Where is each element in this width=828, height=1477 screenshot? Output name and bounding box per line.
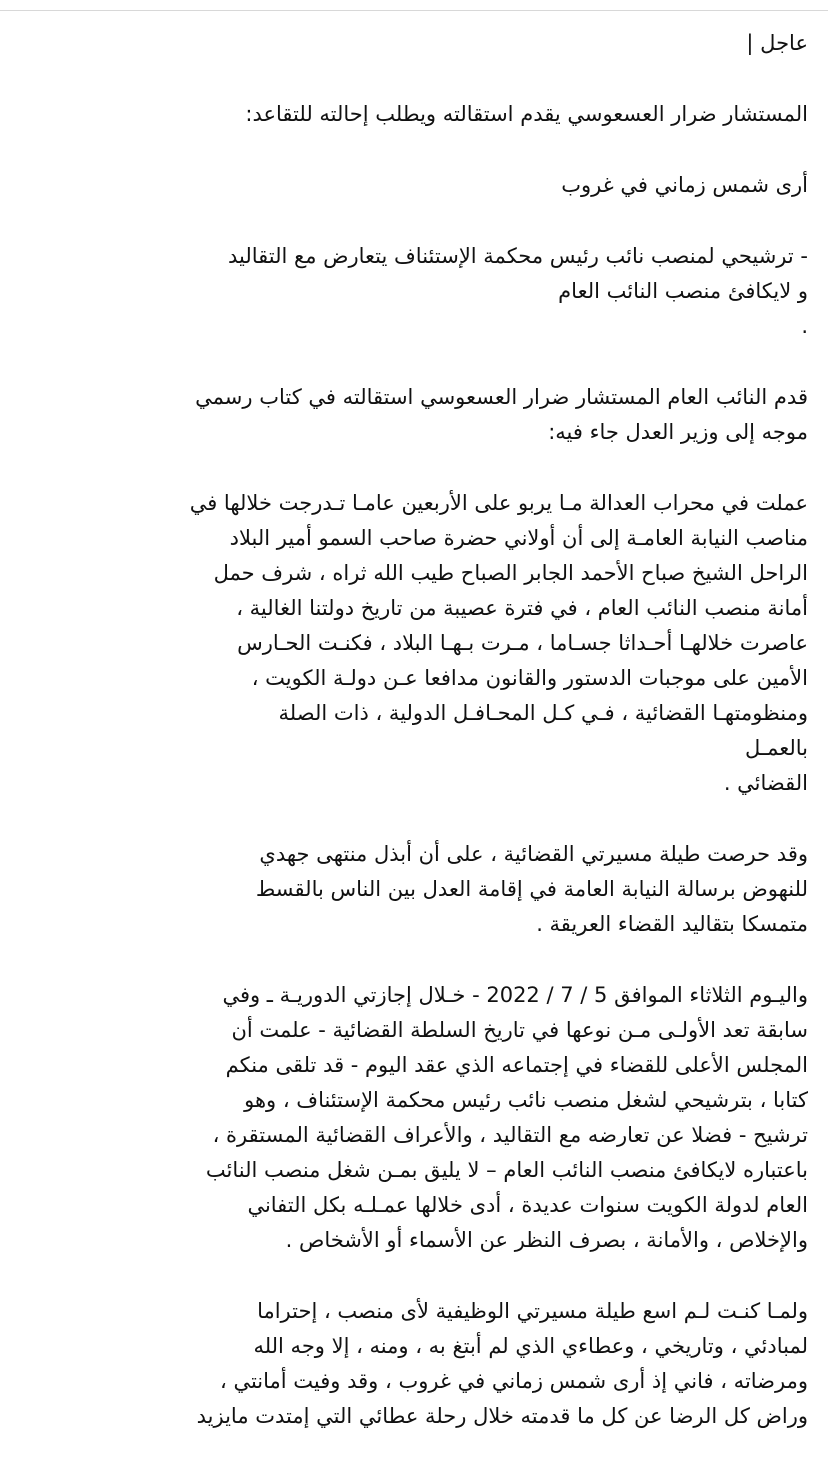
paragraph-2 [18, 837, 808, 942]
text-line: العام لدولة الكويت سنوات عديدة ، أدى خلالها عمـلـه بكل التفاني [247, 1193, 808, 1217]
text-line: ترشيح - فضلا عن تعارضه مع التقاليد ، والأعراف القضائية المستقرة ، [212, 1123, 808, 1147]
headline [18, 97, 808, 132]
text-line: باعتباره لايكافئ منصب النائب العام – لا يليق بمـن شغل منصب النائب [205, 1158, 808, 1182]
headline-text: المستشار ضرار العسعوسي يقدم استقالته ويطلب إحالته للتقاعد: [245, 102, 808, 126]
text-line: كتابا ، بترشيحي لشغل منصب نائب رئيس محكمة الإستئناف ، وهو [244, 1088, 808, 1112]
text-line: المجلس الأعلى للقضاء في إجتماعه الذي عقد اليوم - قد تلقى منكم [225, 1053, 808, 1077]
text-line: سابقة تعد الأولـى مـن نوعها في تاريخ السلطة القضائية - علمت أن [231, 1018, 808, 1042]
text-line: ومنظومتهـا القضائية ، فـي كـل المحـافـل الدولية ، ذات الصلة [278, 701, 808, 725]
paragraph-1 [18, 486, 808, 801]
text-line: وقد حرصت طيلة مسيرتي القضائية ، على أن أبذل منتهى جهدي [259, 842, 808, 866]
text-line: لمبادئي ، وتاريخي ، وعطاءي الذي لم أبتغ به ، ومنه ، إلا وجه الله [253, 1334, 808, 1358]
text-line: الراحل الشيخ صباح الأحمد الجابر الصباح طيب الله ثراه ، شرف حمل [213, 561, 808, 585]
top-divider [0, 10, 828, 11]
text-line: ومرضاته ، فاني إذ أرى شمس زماني في غروب ، وقد وفيت أمانتي ، [220, 1369, 808, 1393]
urgent-tag-text: عاجل | [746, 31, 808, 55]
paragraph-4 [18, 1294, 808, 1434]
text-line: موجه إلى وزير العدل جاء فيه: [548, 420, 808, 444]
text-line: واليـوم الثلاثاء الموافق 5 / 7 / 2022 - خـلال إجازتي الدوريـة ـ وفي [222, 983, 808, 1007]
text-line: بالعمـل [745, 736, 808, 760]
text-line: متمسكا بتقاليد القضاء العريقة . [536, 912, 808, 936]
text-line: للنهوض برسالة النيابة العامة في إقامة العدل بين الناس بالقسط [255, 877, 808, 901]
urgent-tag [18, 26, 808, 61]
text-line: - ترشيحي لمنصب نائب رئيس محكمة الإستئناف يتعارض مع التقاليد [228, 244, 808, 268]
paragraph-3 [18, 978, 808, 1258]
text-line: والإخلاص ، والأمانة ، بصرف النظر عن الأسماء أو الأشخاص . [285, 1228, 808, 1252]
text-line: . [801, 314, 808, 338]
text-line: قدم النائب العام المستشار ضرار العسعوسي استقالته في كتاب رسمي [195, 385, 808, 409]
text-line: وراض كل الرضا عن كل ما قدمته خلال رحلة عطائي التي إمتدت مايزيد [196, 1404, 808, 1428]
text-line: عملت في محراب العدالة مـا يربو على الأربعين عامـا تـدرجت خلالها في [189, 491, 808, 515]
document-body [18, 26, 808, 1470]
text-line: القضائي . [723, 771, 808, 795]
text-line: مناصب النيابة العامـة إلى أن أولاني حضرة صاحب السمو أمير البلاد [229, 526, 808, 550]
quote-text: أرى شمس زماني في غروب [561, 173, 808, 197]
text-line: أمانة منصب النائب العام ، في فترة عصيبة من تاريخ دولتنا الغالية ، [236, 596, 808, 620]
text-line: ولمـا كنـت لـم اسع طيلة مسيرتي الوظيفية لأى منصب ، إحتراما [257, 1299, 808, 1323]
bullet-point [18, 239, 808, 344]
text-line: و لايكافئ منصب النائب العام [558, 279, 808, 303]
intro-paragraph [18, 380, 808, 450]
text-line: عاصرت خلالهـا أحـداثا جسـاما ، مـرت بـهـا البلاد ، فكنـت الحـارس [237, 631, 808, 655]
text-line: الأمين على موجبات الدستور والقانون مدافعا عـن دولـة الكويت ، [251, 666, 808, 690]
quote [18, 168, 808, 203]
